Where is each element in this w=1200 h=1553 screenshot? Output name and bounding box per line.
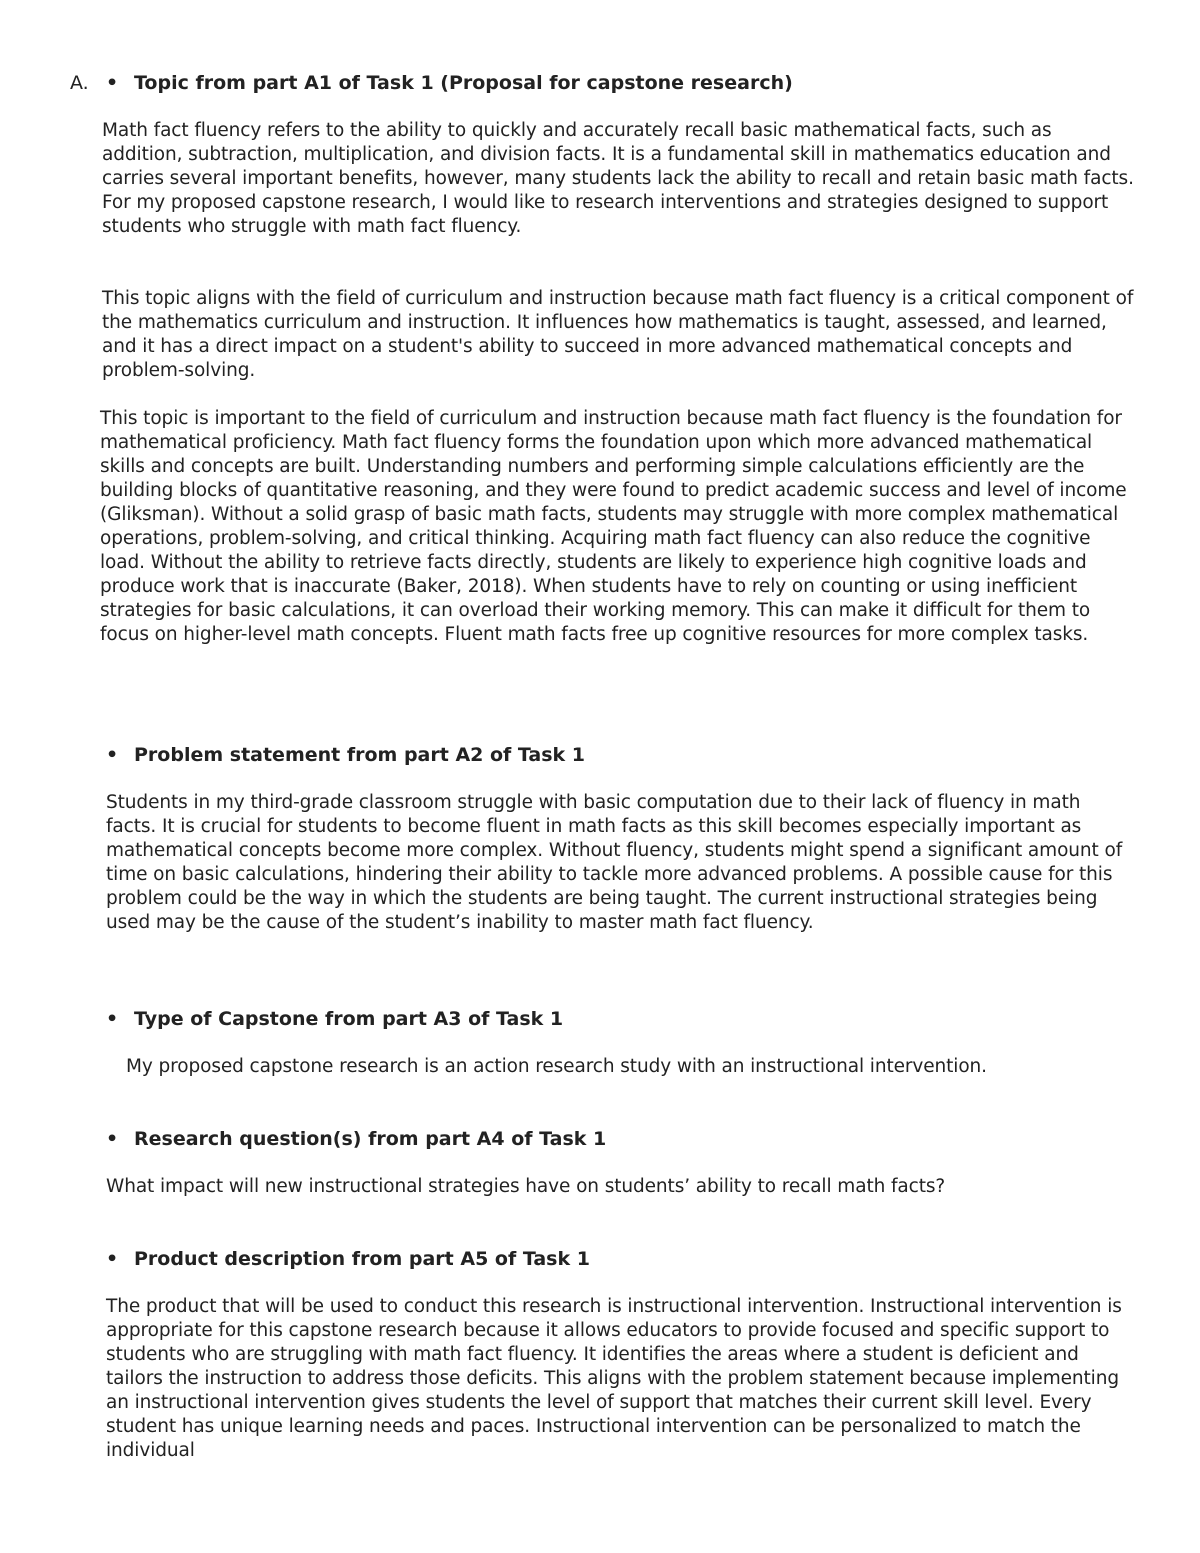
paragraph-topic-alignment: This topic aligns with the field of curriculum and instruction because math fact fluency is a critical component of the mathematics curriculum and instruction. It influences how mathematics is taught, assessed, and learned, and it has a direct impact on a student's ability to succeed in more advanced mathematical concepts and problem-solving. (102, 288, 1134, 381)
heading-text: Topic from part A1 of Task 1 (Proposal for capstone research) (134, 72, 793, 94)
paragraph-topic-definition: Math fact fluency refers to the ability to quickly and accurately recall basic mathematical facts, such as addition, subtraction, multiplication, and division facts. It is a fundamental skill in mathematics education and carries several important benefits, however, many students lack the ability to recall and retain basic math facts. For my proposed capstone research, I would like to research interventions and strategies designed to support students who struggle with math fact fluency. (102, 120, 1134, 237)
paragraph-capstone-type: My proposed capstone research is an action research study with an instructional intervention. (126, 1056, 987, 1077)
bullet-icon: • (106, 1008, 119, 1030)
paragraph-topic-importance: This topic is important to the field of curriculum and instruction because math fact fluency is the foundation for mathematical proficiency. Math fact fluency forms the foundation upon which more advanced mathematical skills and concepts are built. Understanding numbers and performing simple calculations efficiently are the building blocks of quantitative reasoning, and they were found to predict academic success and level of income (Gliksman). Without a solid grasp of basic math facts, students may struggle with more complex mathematical operations, problem-solving, and critical thinking. Acquiring math fact fluency can also reduce the cognitive load. Without the ability to retrieve facts directly, students are likely to experience high cognitive loads and produce work that is inaccurate (Baker, 2018). When students have to rely on counting or using inefficient strategies for basic calculations, it can overload their working memory. This can make it difficult for them to focus on higher-level math concepts. Fluent math facts free up cognitive resources for more complex tasks. (100, 408, 1127, 645)
paragraph-research-question: What impact will new instructional strategies have on students’ ability to recall math facts? (106, 1176, 946, 1197)
bullet-icon: • (106, 1128, 119, 1150)
bullet-icon: • (106, 1248, 119, 1270)
bullet-icon: • (106, 72, 119, 94)
paragraph-problem-statement: Students in my third-grade classroom struggle with basic computation due to their lack of fluency in math facts. It is crucial for students to become fluent in math facts as this skill becomes especially important as mathematical concepts become more complex. Without fluency, students might spend a significant amount of time on basic calculations, hindering their ability to tackle more advanced problems. A possible cause for this problem could be the way in which the students are being taught. The current instructional strategies being used may be the cause of the student’s inability to master math fact fluency. (106, 792, 1123, 933)
paragraph-product-description: The product that will be used to conduct this research is instructional intervention. Instructional intervention is appropriate for this capstone research because it allows educators to provide focused and specific support to students who are struggling with math fact fluency. It identifies the areas where a student is deficient and tailors the instruction to address those deficits. This aligns with the problem statement because implementing an instructional intervention gives students the level of support that matches their current skill level. Every student has unique learning needs and paces. Instructional intervention can be personalized to match the individual (106, 1296, 1122, 1461)
heading-text: Product description from part A5 of Task 1 (134, 1248, 590, 1270)
heading-text: Research question(s) from part A4 of Task 1 (134, 1128, 607, 1150)
heading-text: Problem statement from part A2 of Task 1 (134, 744, 586, 766)
bullet-icon: • (106, 744, 119, 766)
list-marker: A. (70, 72, 89, 94)
heading-text: Type of Capstone from part A3 of Task 1 (134, 1008, 564, 1030)
